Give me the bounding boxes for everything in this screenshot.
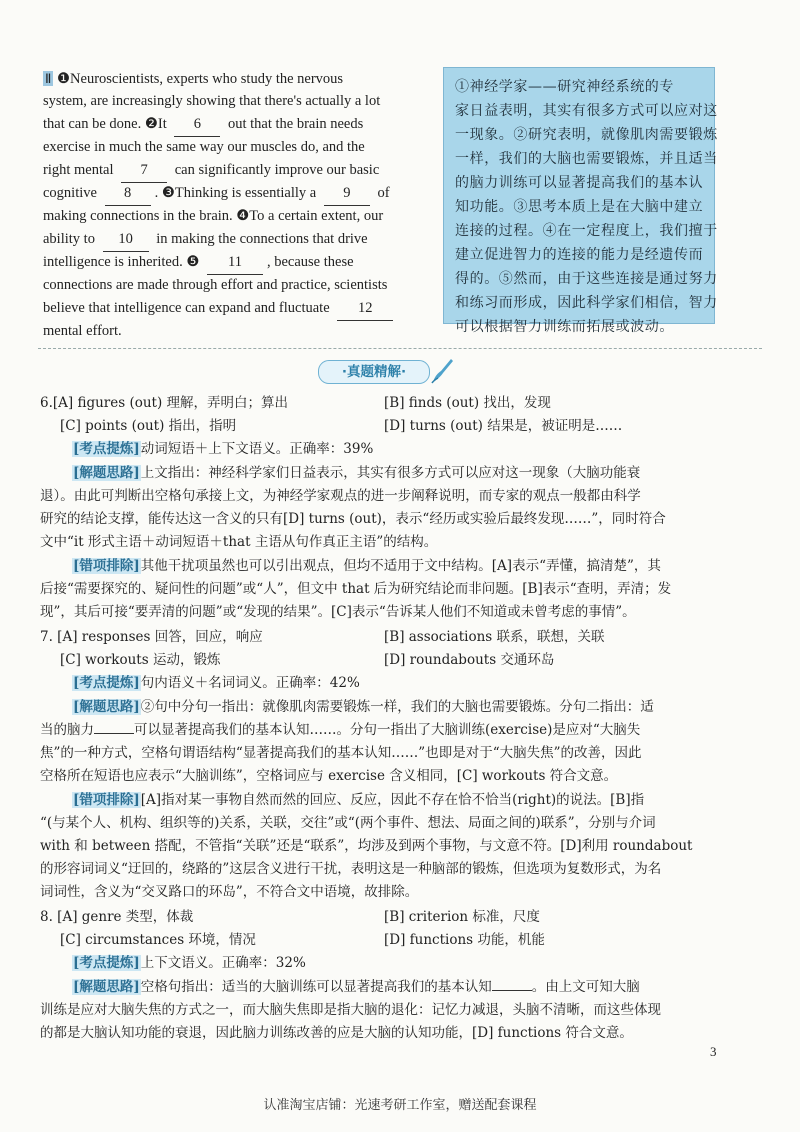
- translation-line: 一现象。②研究表明，就像肌肉需要锻炼: [455, 127, 718, 143]
- blank-9: 9: [324, 182, 370, 206]
- q7-kaodian: [考点提炼]句内语义＋名词词义。正确率：42%: [73, 675, 360, 691]
- q7-silu-line: [解题思路]②句中分句一指出：就像肌肉需要锻炼一样，我们的大脑也需要锻炼。分句二指出：适: [73, 699, 654, 715]
- passage-line-5: right mental 7 can significantly improve our basic: [43, 159, 430, 183]
- q7-silu-line: 焦”的一种方式，空格句谓语结构“显著提高我们的基本认知……”也即是对于“大脑失焦”的改善，因此: [40, 745, 642, 761]
- q6-silu-line: 研究的结论支撑，能传达这一含义的只有[D] turns (out)，表示“经历或实验后最终发现……”，同时符合: [40, 511, 666, 527]
- translation-line: 和练习而形成，因此科学家们相信，智力: [455, 295, 718, 311]
- translation-line: ①神经学家——研究神经系统的专: [455, 79, 674, 95]
- q8-silu-line: 的都是大脑认知功能的衰退，因此脑力训练改善的应是大脑的认知功能，[D] functions 符合文意。: [40, 1025, 633, 1041]
- translation-line: 的脑力训练可以显著提高我们的基本认: [455, 175, 704, 191]
- passage-line-1: Ⅱ ❶Neuroscientists, experts who study the nervous: [45, 71, 344, 87]
- translation-line: 连接的过程。④在一定程度上，我们擅于: [455, 223, 718, 239]
- passage-line-9: intelligence is inherited. ❺ 11 , because these: [43, 251, 430, 275]
- passage-line-6: cognitive 8 . ❸Thinking is essentially a 9 of: [43, 182, 430, 206]
- passage-line-12: mental effort.: [43, 323, 122, 339]
- q6-option-b: [B] finds (out) 找出，发现: [384, 395, 551, 411]
- q7-paichu-line: with 和 between 搭配，不管指“关联”还是“联系”，均涉及到两个事物，与文意不符。[D]利用 roundabout: [40, 838, 693, 854]
- q6-kaodian: [考点提炼]动词短语＋上下文语义。正确率：39%: [73, 441, 374, 457]
- q8-option-c: [C] circumstances 环境，情况: [60, 932, 256, 948]
- section-marker: Ⅱ: [45, 71, 52, 86]
- q7-option-a: 7. [A] responses 回答，回应，响应: [40, 629, 263, 645]
- blank-10: 10: [103, 228, 149, 252]
- blank-8: 8: [105, 182, 151, 206]
- q6-paichu-line: [错项排除]其他干扰项虽然也可以引出观点，但均不适用于文中结构。[A]表示“弄懂，搞清楚”，其: [73, 558, 661, 574]
- q6-paichu-line: 后接“需要探究的、疑问性的问题”或“人”，但文中 that 后为研究结论而非问题。[B]表示“查明，弄清；发: [40, 581, 672, 597]
- q7-option-c: [C] workouts 运动，锻炼: [60, 652, 221, 668]
- brush-icon: [429, 356, 455, 384]
- page-number: 3: [710, 1044, 717, 1059]
- q6-option-a: 6.[A] figures (out) 理解，弄明白；算出: [40, 395, 289, 411]
- q6-option-c: [C] points (out) 指出，指明: [60, 418, 237, 434]
- translation-line: 家日益表明，其实有很多方式可以应对这: [455, 103, 718, 119]
- q6-option-d: [D] turns (out) 结果是，被证明是……: [384, 418, 623, 434]
- translation-line: 一样，我们的大脑也需要锻炼，并且适当: [455, 151, 718, 167]
- section-banner: ·真题精解·: [318, 360, 430, 384]
- section-divider: [38, 348, 762, 349]
- q7-option-d: [D] roundabouts 交通环岛: [384, 652, 555, 668]
- q6-silu-line: 退）。由此可判断出空格句承接上文，为神经学家观点的进一步阐释说明，而专家的观点一般都由科学: [40, 488, 641, 504]
- q7-paichu-line: [错项排除][A]指对某一事物自然而然的回应、反应，因此不存在恰不恰当(right)的说法。[B]指: [73, 792, 645, 808]
- q8-silu-line: 训练是应对大脑失焦的方式之一，而大脑失焦即是指大脑的退化：记忆力减退，头脑不清晰，而这些体现: [40, 1002, 661, 1018]
- blank-6: 6: [174, 113, 220, 137]
- translation-line: 建立促进智力的连接的能力是经遗传而: [455, 247, 704, 263]
- translation-line: 知功能。③思考本质上是在大脑中建立: [455, 199, 704, 215]
- blank-underline: [94, 721, 134, 734]
- passage-line-7: making connections in the brain. ❹To a certain extent, our: [43, 208, 384, 224]
- passage-line-8: ability to 10 in making the connections that drive: [43, 228, 430, 252]
- q8-silu-line: [解题思路]空格句指出：适当的大脑训练可以显著提高我们的基本认知 。由上文可知大脑: [73, 979, 640, 995]
- q8-option-d: [D] functions 功能，机能: [384, 932, 545, 948]
- translation-line: 可以根据智力训练而拓展或波动。: [455, 319, 674, 335]
- blank-12: 12: [337, 297, 393, 321]
- q7-paichu-line: 的形容词词义“迂回的，绕路的”这层含义进行干扰，表明这是一种脑部的锻炼，但选项为复数形式，为名: [40, 861, 662, 877]
- passage-line-2: system, are increasingly showing that there's actually a lot: [43, 93, 381, 109]
- q8-option-a: 8. [A] genre 类型，体裁: [40, 909, 194, 925]
- q6-silu-line: 文中“it 形式主语＋动词短语＋that 主语从句作真正主语”的结构。: [40, 534, 438, 550]
- q7-silu-line: 空格所在短语也应表示“大脑训练”，空格词应与 exercise 含义相同，[C] workouts 符合文意。: [40, 768, 618, 784]
- q7-option-b: [B] associations 联系，联想，关联: [384, 629, 605, 645]
- translation-line: 得的。⑤然而，由于这些连接是通过努力: [455, 271, 718, 287]
- q8-option-b: [B] criterion 标准，尺度: [384, 909, 540, 925]
- passage-line-11: believe that intelligence can expand and fluctuate 12: [43, 297, 430, 321]
- passage-line-10: connections are made through effort and practice, scientists: [43, 277, 388, 293]
- q8-kaodian: [考点提炼]上下文语义。正确率：32%: [73, 955, 306, 971]
- blank-underline: [492, 978, 532, 991]
- q6-silu-line: [解题思路]上文指出：神经科学家们日益表示，其实有很多方式可以应对这一现象（大脑功能衰: [73, 465, 641, 481]
- q7-paichu-line: 词词性，含义为“交叉路口的环岛”，不符合文中语境，故排除。: [40, 884, 419, 900]
- passage-line-3: that can be done. ❷It 6 out that the brain needs: [43, 113, 430, 137]
- footer-note: 认准淘宝店铺：光速考研工作室，赠送配套课程: [263, 1098, 537, 1113]
- passage-line-4: exercise in much the same way our muscles do, and the: [43, 139, 365, 155]
- q7-silu-line: 当的脑力 可以显著提高我们的基本认知……。分句一指出了大脑训练(exercise)是应对“大脑失: [40, 722, 641, 738]
- blank-7: 7: [121, 159, 167, 183]
- q6-paichu-line: 现”，其后可接“要弄清的问题”或“发现的结果”。[C]表示“告诉某人他们不知道或未曾考虑的事情”。: [40, 604, 636, 620]
- blank-11: 11: [207, 251, 263, 275]
- q7-paichu-line: “(与某个人、机构、组织等的)关系，关联，交往”或“(两个事件、想法、局面之间的)联系”，分别与介词: [40, 815, 656, 831]
